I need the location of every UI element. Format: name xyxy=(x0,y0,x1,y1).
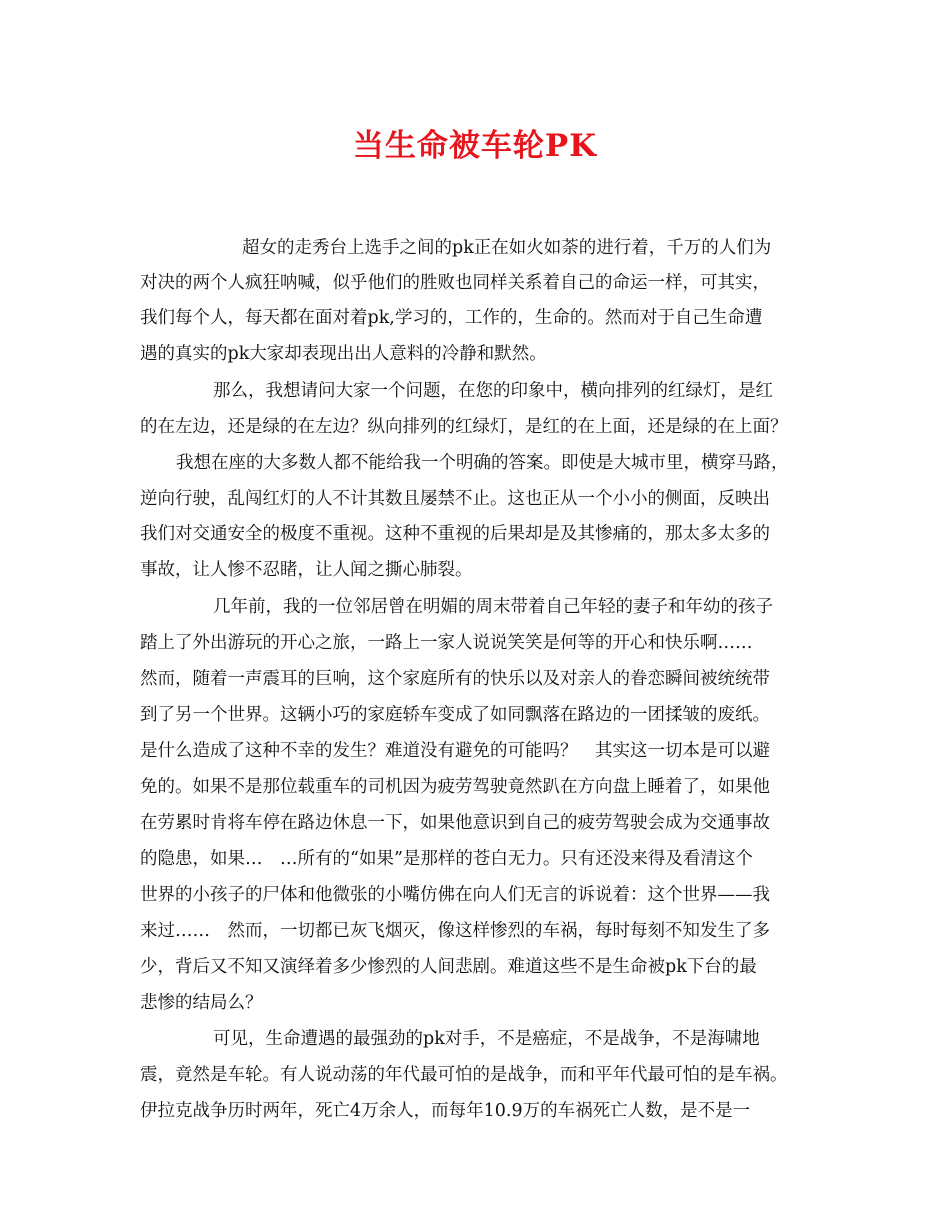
text-line: 到了另一个世界。这辆小巧的家庭轿车变成了如同飘落在路边的一团揉皱的废纸。 xyxy=(140,705,770,725)
text-line: 是什么造成了这种不幸的发生？难道没有避免的可能吗？ 其实这一切本是可以避 xyxy=(140,741,770,761)
text-line: 免的。如果不是那位载重车的司机因为疲劳驾驶竟然趴在方向盘上睡着了，如果他 xyxy=(140,777,770,797)
text-line: 那么，我想请问大家一个问题，在您的印象中，横向排列的红绿灯，是红 xyxy=(213,381,773,401)
text-line: 然而，随着一声震耳的巨响，这个家庭所有的快乐以及对亲人的眷恋瞬间被统统带 xyxy=(140,669,770,689)
text-line: 悲惨的结局么？ xyxy=(140,993,263,1013)
text-line: 少，背后又不知又演绎着多少惨烈的人间悲剧。难道这些不是生命被pk下台的最 xyxy=(140,957,757,977)
text-line: 事故，让人惨不忍睹，让人闻之撕心肺裂。 xyxy=(140,560,473,580)
text-line: 我们对交通安全的极度不重视。这种不重视的后果却是及其惨痛的，那太多太多的 xyxy=(140,524,770,544)
text-line: 踏上了外出游玩的开心之旅，一路上一家人说说笑笑是何等的开心和快乐啊…… xyxy=(140,633,753,653)
text-line: 在劳累时肯将车停在路边休息一下，如果他意识到自己的疲劳驾驶会成为交通事故 xyxy=(140,813,770,833)
text-line: 逆向行驶，乱闯红灯的人不计其数且屡禁不止。这也正从一个小小的侧面，反映出 xyxy=(140,489,770,509)
text-line: 我们每个人，每天都在面对着pk,学习的，工作的，生命的。然而对于自己生命遭 xyxy=(140,308,763,328)
text-line: 几年前，我的一位邻居曾在明媚的周末带着自己年轻的妻子和年幼的孩子 xyxy=(213,597,773,617)
text-line: 震，竟然是车轮。有人说动荡的年代最可怕的是战争，而和平年代最可怕的是车祸。 xyxy=(140,1065,788,1085)
text-line: 世界的小孩子的尸体和他微张的小嘴仿佛在向人们无言的诉说着：这个世界——我 xyxy=(140,885,770,905)
page-title: 当生命被车轮PK xyxy=(352,128,598,164)
text-line: 的在左边，还是绿的在左边？纵向排列的红绿灯，是红的在上面，还是绿的在上面？ xyxy=(140,417,788,437)
text-line: 遇的真实的pk大家却表现出出人意料的冷静和默然。 xyxy=(140,344,547,364)
text-line: 超女的走秀台上选手之间的pk正在如火如荼的进行着，千万的人们为 xyxy=(242,238,772,258)
text-line: 对决的两个人疯狂呐喊，似乎他们的胜败也同样关系着自己的命运一样，可其实， xyxy=(140,273,770,293)
text-line: 我想在座的大多数人都不能给我一个明确的答案。即使是大城市里，横穿马路， xyxy=(176,453,789,473)
text-line: 伊拉克战争历时两年，死亡4万余人，而每年10.9万的车祸死亡人数，是不是一 xyxy=(140,1101,751,1121)
text-line: 来过…… 然而，一切都已灰飞烟灭，像这样惨烈的车祸，每时每刻不知发生了多 xyxy=(140,921,770,941)
text-line: 可见，生命遭遇的最强劲的pk对手，不是癌症，不是战争，不是海啸地 xyxy=(213,1029,760,1049)
text-line: 的隐患，如果… …所有的“如果”是那样的苍白无力。只有还没来得及看清这个 xyxy=(140,849,753,869)
